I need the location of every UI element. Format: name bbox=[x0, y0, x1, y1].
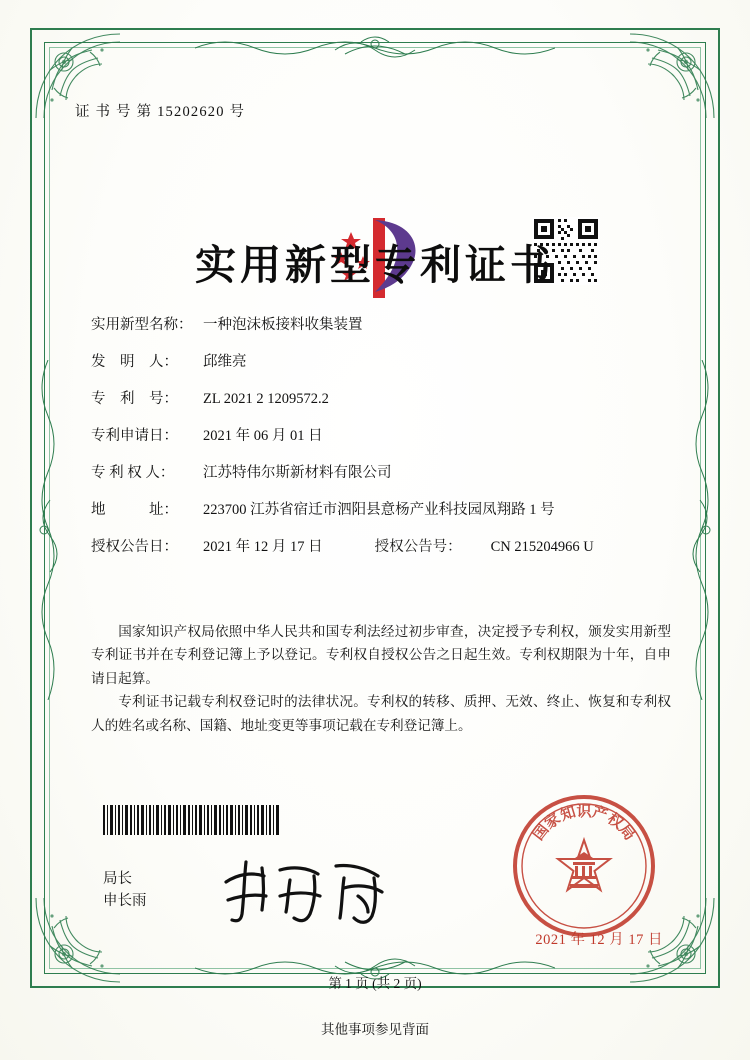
field-label-grant-date: 授权公告日： bbox=[91, 539, 178, 555]
signature-name: 申长雨 bbox=[103, 893, 147, 910]
certificate-number: 证 书 号 第 15202620 号 bbox=[75, 104, 246, 120]
field-value-address: 223700 江苏省宿迁市泗阳县意杨产业科技园凤翔路 1 号 bbox=[203, 502, 555, 518]
field-value-grant-number: CN 215204966 U bbox=[490, 539, 594, 555]
field-label-patentee: 专 利 权 人： bbox=[91, 465, 175, 481]
field-value-application-date: 2021 年 06 月 01 日 bbox=[203, 428, 323, 444]
svg-text:产: 产 bbox=[590, 804, 610, 825]
field-value-inventor: 邱维亮 bbox=[203, 354, 247, 370]
field-row-name bbox=[91, 318, 675, 333]
legal-paragraph-2: 专利证书记载专利权登记时的法律状况。专利权的转移、质押、无效、终止、恢复和专利权人的姓名或名称、国籍、地址变更等事项记载在专利登记簿上。 bbox=[91, 694, 671, 733]
barcode bbox=[103, 805, 281, 835]
signature-block bbox=[103, 868, 147, 913]
field-label-patent-number: 专 利 号： bbox=[91, 391, 178, 407]
field-row-application-date bbox=[91, 429, 675, 444]
field-row-address bbox=[91, 503, 675, 518]
svg-text:知: 知 bbox=[558, 804, 578, 825]
svg-text:国: 国 bbox=[530, 821, 553, 844]
field-value-patentee: 江苏特伟尔斯新材料有限公司 bbox=[203, 465, 392, 481]
signature-role: 局长 bbox=[103, 871, 132, 887]
field-label-name: 实用新型名称： bbox=[91, 317, 193, 333]
page-title: 实用新型专利证书 bbox=[195, 242, 555, 288]
legal-text bbox=[91, 620, 671, 737]
official-seal-icon bbox=[510, 792, 658, 940]
svg-text:局: 局 bbox=[615, 821, 638, 844]
certificate-content bbox=[75, 100, 675, 733]
field-value-patent-number: ZL 2021 2 1209572.2 bbox=[203, 391, 329, 407]
field-value-grant-date: 2021 年 12 月 17 日 bbox=[203, 539, 323, 555]
field-label-application-date: 专利申请日： bbox=[91, 428, 178, 444]
field-row-grant bbox=[91, 540, 675, 555]
field-row-inventor bbox=[91, 355, 675, 370]
legal-paragraph-1: 国家知识产权局依照中华人民共和国专利法经过初步审查，决定授予专利权，颁发实用新型专利证书并在专利登记簿上予以登记。专利权自授权公告之日起生效。专利权期限为十年，自申请日起算。 bbox=[91, 624, 671, 686]
field-value-name: 一种泡沫板接料收集装置 bbox=[203, 317, 363, 333]
field-list bbox=[91, 318, 675, 577]
edge-ornament-right bbox=[686, 360, 716, 700]
page-number: 第 1 页 (共 2 页) bbox=[328, 976, 422, 991]
field-label-grant-number: 授权公告号： bbox=[374, 539, 462, 555]
svg-text:权: 权 bbox=[604, 810, 626, 833]
svg-text:识: 识 bbox=[576, 804, 592, 820]
field-label-address: 地 址： bbox=[91, 502, 178, 518]
field-row-patent-number bbox=[91, 392, 675, 407]
svg-text:家: 家 bbox=[542, 810, 564, 833]
field-row-patentee bbox=[91, 466, 675, 481]
edge-ornament-left bbox=[34, 360, 64, 700]
field-label-inventor: 发 明 人： bbox=[91, 354, 178, 370]
seal-date: 2021 年 12 月 17 日 bbox=[535, 932, 663, 948]
footer-note: 其他事项参见背面 bbox=[321, 1022, 429, 1037]
edge-ornament-top bbox=[195, 34, 555, 64]
handwritten-signature-icon bbox=[218, 852, 408, 930]
